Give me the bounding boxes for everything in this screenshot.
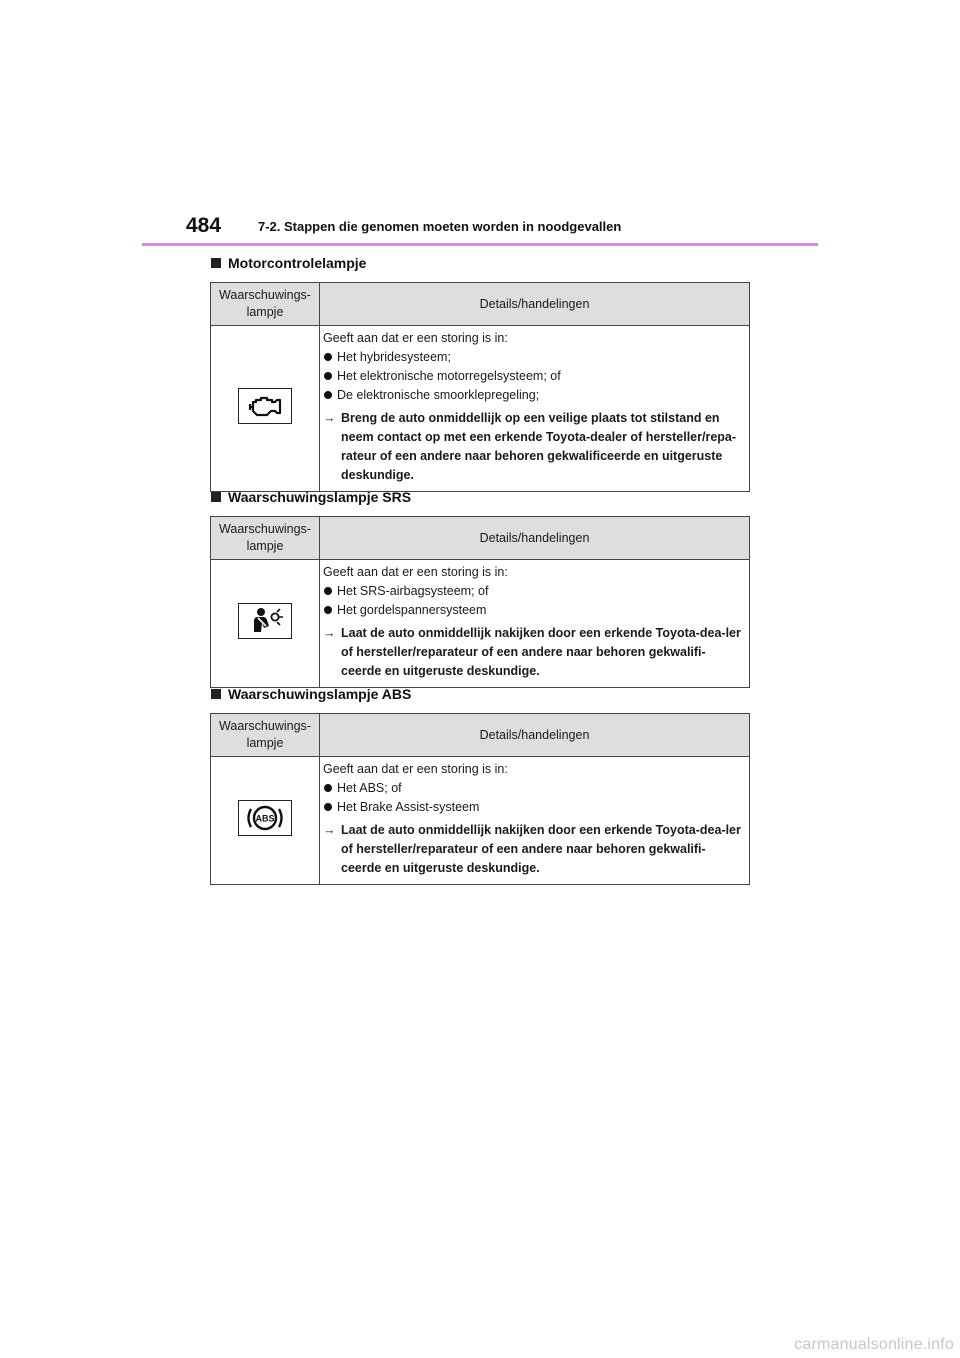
details-intro: Geeft aan dat er een storing is in: <box>323 331 508 345</box>
section-heading-srs <box>211 489 411 505</box>
square-bullet-icon <box>211 258 221 268</box>
action-text: → Laat de auto onmiddellijk nakijken door een erkende Toyota-dea-ler of hersteller/reparateur of een andere naar behoren gekwalifi-ceerde en uitgeruste deskundige. <box>323 823 741 875</box>
arrow-icon: → <box>323 823 336 837</box>
column-header-details: Details/handelingen <box>320 714 750 757</box>
section-heading-engine <box>211 255 366 271</box>
header-rule <box>142 243 818 246</box>
section-heading-text: Motorcontrolelampje <box>228 255 367 271</box>
table-row <box>211 757 750 885</box>
engine-check-icon <box>238 388 292 424</box>
table-header-row <box>211 517 750 560</box>
warning-table-abs <box>210 713 750 885</box>
table-row <box>211 326 750 492</box>
list-item: Het elektronische motorregelsysteem; of <box>323 367 745 386</box>
action-text: → Laat de auto onmiddellijk nakijken door een erkende Toyota-dea-ler of hersteller/reparateur of een andere naar behoren gekwalifi-ceerde en uitgeruste deskundige. <box>323 626 741 678</box>
chapter-title: 7-2. Stappen die genomen moeten worden in noodgevallen <box>258 219 622 234</box>
details-intro: Geeft aan dat er een storing is in: <box>323 565 508 579</box>
square-bullet-icon <box>211 689 221 699</box>
table-header-row <box>211 283 750 326</box>
bullet-list <box>323 779 745 817</box>
page-number: 484 <box>186 214 222 237</box>
abs-icon-label: ABS <box>255 813 275 824</box>
bullet-list <box>323 582 745 620</box>
details-cell <box>320 757 750 885</box>
column-header-details: Details/handelingen <box>320 283 750 326</box>
section-heading-text: Waarschuwingslampje SRS <box>228 489 412 505</box>
column-header-lamp: Waarschuwings- lampje <box>211 517 320 560</box>
icon-cell <box>211 757 320 885</box>
bullet-list <box>323 348 745 405</box>
arrow-icon: → <box>323 626 336 640</box>
section-heading-text: Waarschuwingslampje ABS <box>228 686 412 702</box>
abs-icon <box>238 800 292 836</box>
square-bullet-icon <box>211 492 221 502</box>
airbag-icon <box>238 603 292 639</box>
list-item: Het hybridesysteem; <box>323 348 745 367</box>
warning-table-engine <box>210 282 750 492</box>
details-cell <box>320 326 750 492</box>
column-header-lamp: Waarschuwings- lampje <box>211 714 320 757</box>
section-heading-abs <box>211 686 411 702</box>
list-item: Het SRS-airbagsysteem; of <box>323 582 745 601</box>
footer-watermark: carmanualsonline.info <box>794 1336 954 1353</box>
arrow-icon: → <box>323 411 336 425</box>
action-text: → Breng de auto onmiddellijk op een veilige plaats tot stilstand en neem contact op met een erkende Toyota-dealer of hersteller/repa-rateur of een andere naar behoren gekwalificeerde en uitgeruste deskundige. <box>323 411 737 482</box>
column-header-details: Details/handelingen <box>320 517 750 560</box>
column-header-lamp: Waarschuwings- lampje <box>211 283 320 326</box>
table-row <box>211 560 750 688</box>
icon-cell <box>211 326 320 492</box>
warning-table-srs <box>210 516 750 688</box>
icon-cell <box>211 560 320 688</box>
table-header-row <box>211 714 750 757</box>
list-item: De elektronische smoorklepregeling; <box>323 386 745 405</box>
list-item: Het gordelspannersysteem <box>323 601 745 620</box>
list-item: Het Brake Assist-systeem <box>323 798 745 817</box>
details-intro: Geeft aan dat er een storing is in: <box>323 762 508 776</box>
list-item: Het ABS; of <box>323 779 745 798</box>
details-cell <box>320 560 750 688</box>
